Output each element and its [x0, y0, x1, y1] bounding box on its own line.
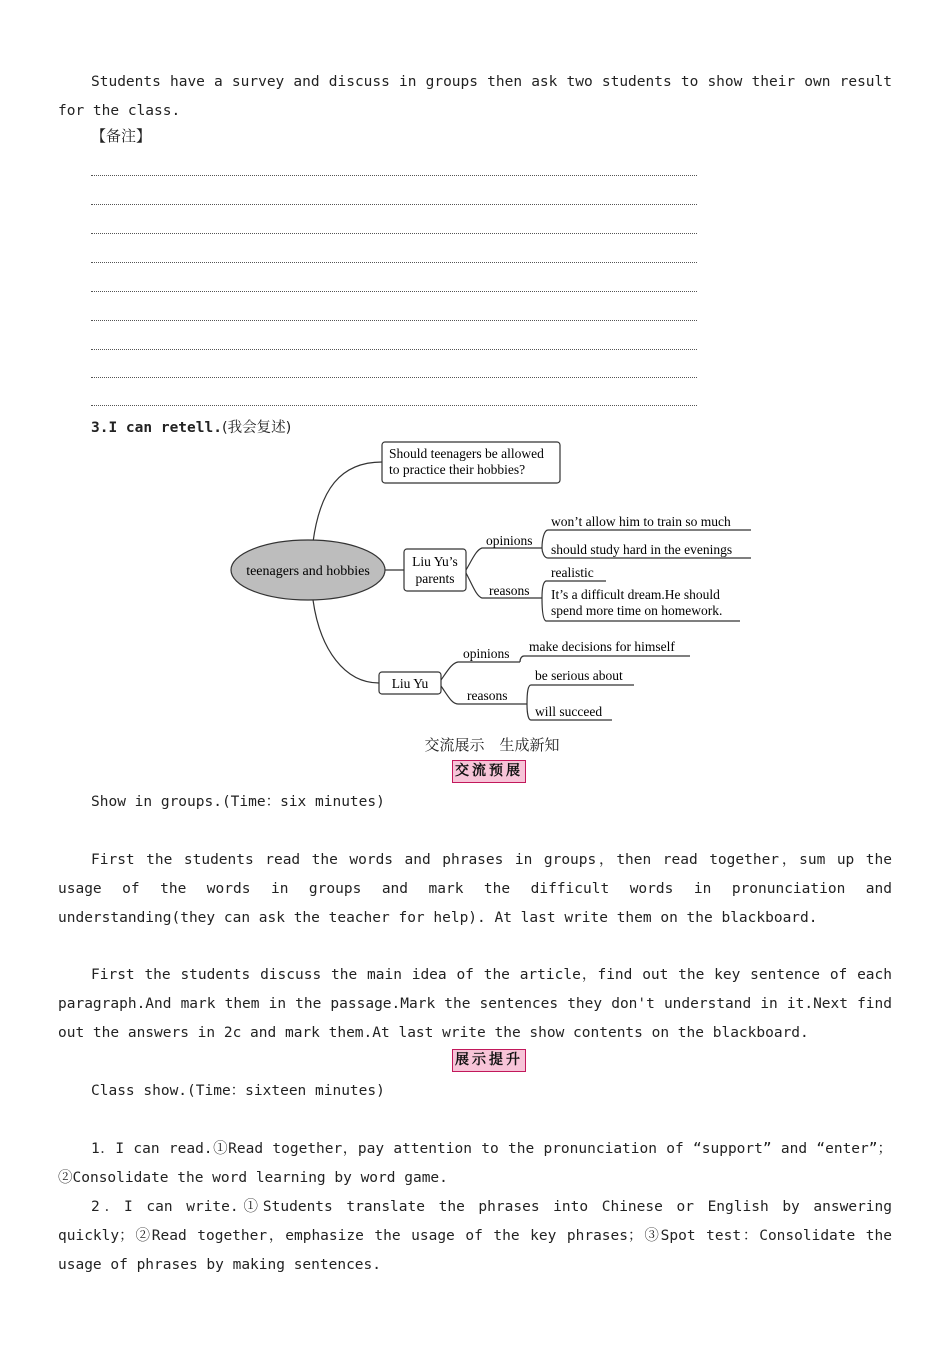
parents-line-2: parents — [415, 571, 455, 586]
liuyu-opinion-1-line — [520, 656, 690, 662]
question-line-1: Should teenagers be allowed — [389, 446, 544, 461]
stamp-show-improve: 展示提升 — [452, 1049, 526, 1072]
section-3-text: 3.I can retell. — [91, 420, 222, 436]
class-show: Class show.(Time：sixteen minutes) — [91, 1083, 385, 1099]
show-in-groups: Show in groups.(Time：six minutes) — [91, 794, 385, 810]
question-line-2: to practice their hobbies? — [389, 462, 526, 477]
parents-reason-2-line-2: spend more time on homework. — [551, 603, 723, 618]
section-3-chinese: (我会复述) — [221, 420, 292, 436]
note-title: 【备注】 — [91, 127, 152, 145]
liuyu-opinion-1: make decisions for himself — [529, 639, 675, 654]
liuyu-reasons-label: reasons — [467, 688, 508, 703]
paragraph-article: First the students discuss the main idea of the article，find out the key sentence of each paragraph.And mark them in the passage.Mark the sentences they don't understand in it.Next find out the answers in 2c and mark them.At last write the show contents on the blackboard. — [58, 967, 892, 1041]
parents-opinion-1: won’t allow him to train so much — [551, 514, 731, 529]
paragraph-words: First the students read the words and phrases in groups，then read together，sum up the usage of the words in groups and mark the difficult words in pronunciation and understanding(they can ask the teacher for help). At last write them on the blackboard. — [58, 852, 892, 926]
liuyu-reason-2: will succeed — [535, 704, 603, 719]
liuyu-reason-1-line — [527, 685, 634, 704]
section-title: 交流展示 生成新知 — [424, 736, 560, 754]
parents-reason-2-line-1: It’s a difficult dream.He should — [551, 587, 720, 602]
liuyu-opinions-label: opinions — [463, 646, 510, 661]
parents-line-1: Liu Yu’s — [412, 554, 458, 569]
stamp-exchange-preview: 交流预展 — [452, 760, 526, 783]
intro-paragraph: Students have a survey and discuss in groups then ask two students to show their own result for the class. — [58, 74, 892, 119]
item-2: 2．I can write.①Students translate the phrases into Chinese or English by answering quickly；②Read together，emphasize the usage of the key phrases；③Spot test：Consolidate the usage of phrases by making sentences. — [58, 1199, 892, 1273]
center-node-label: teenagers and hobbies — [246, 564, 370, 579]
liuyu-node-label: Liu Yu — [391, 676, 429, 691]
parents-reason-1: realistic — [551, 565, 594, 580]
branch-to-liuyu — [313, 600, 379, 683]
parents-reasons-label: reasons — [489, 583, 530, 598]
branch-to-question — [313, 462, 382, 542]
parents-opinion-2: should study hard in the evenings — [551, 542, 733, 557]
item-1: 1．I can read.①Read together，pay attention to the pronunciation of “support” and “enter”；②Consolidate the word learning by word game. — [58, 1141, 892, 1186]
liuyu-reason-1: be serious about — [535, 668, 623, 683]
parents-opinions-label: opinions — [486, 533, 533, 548]
parents-opinions-branch — [466, 548, 542, 570]
liuyu-opinions-branch — [441, 662, 520, 680]
